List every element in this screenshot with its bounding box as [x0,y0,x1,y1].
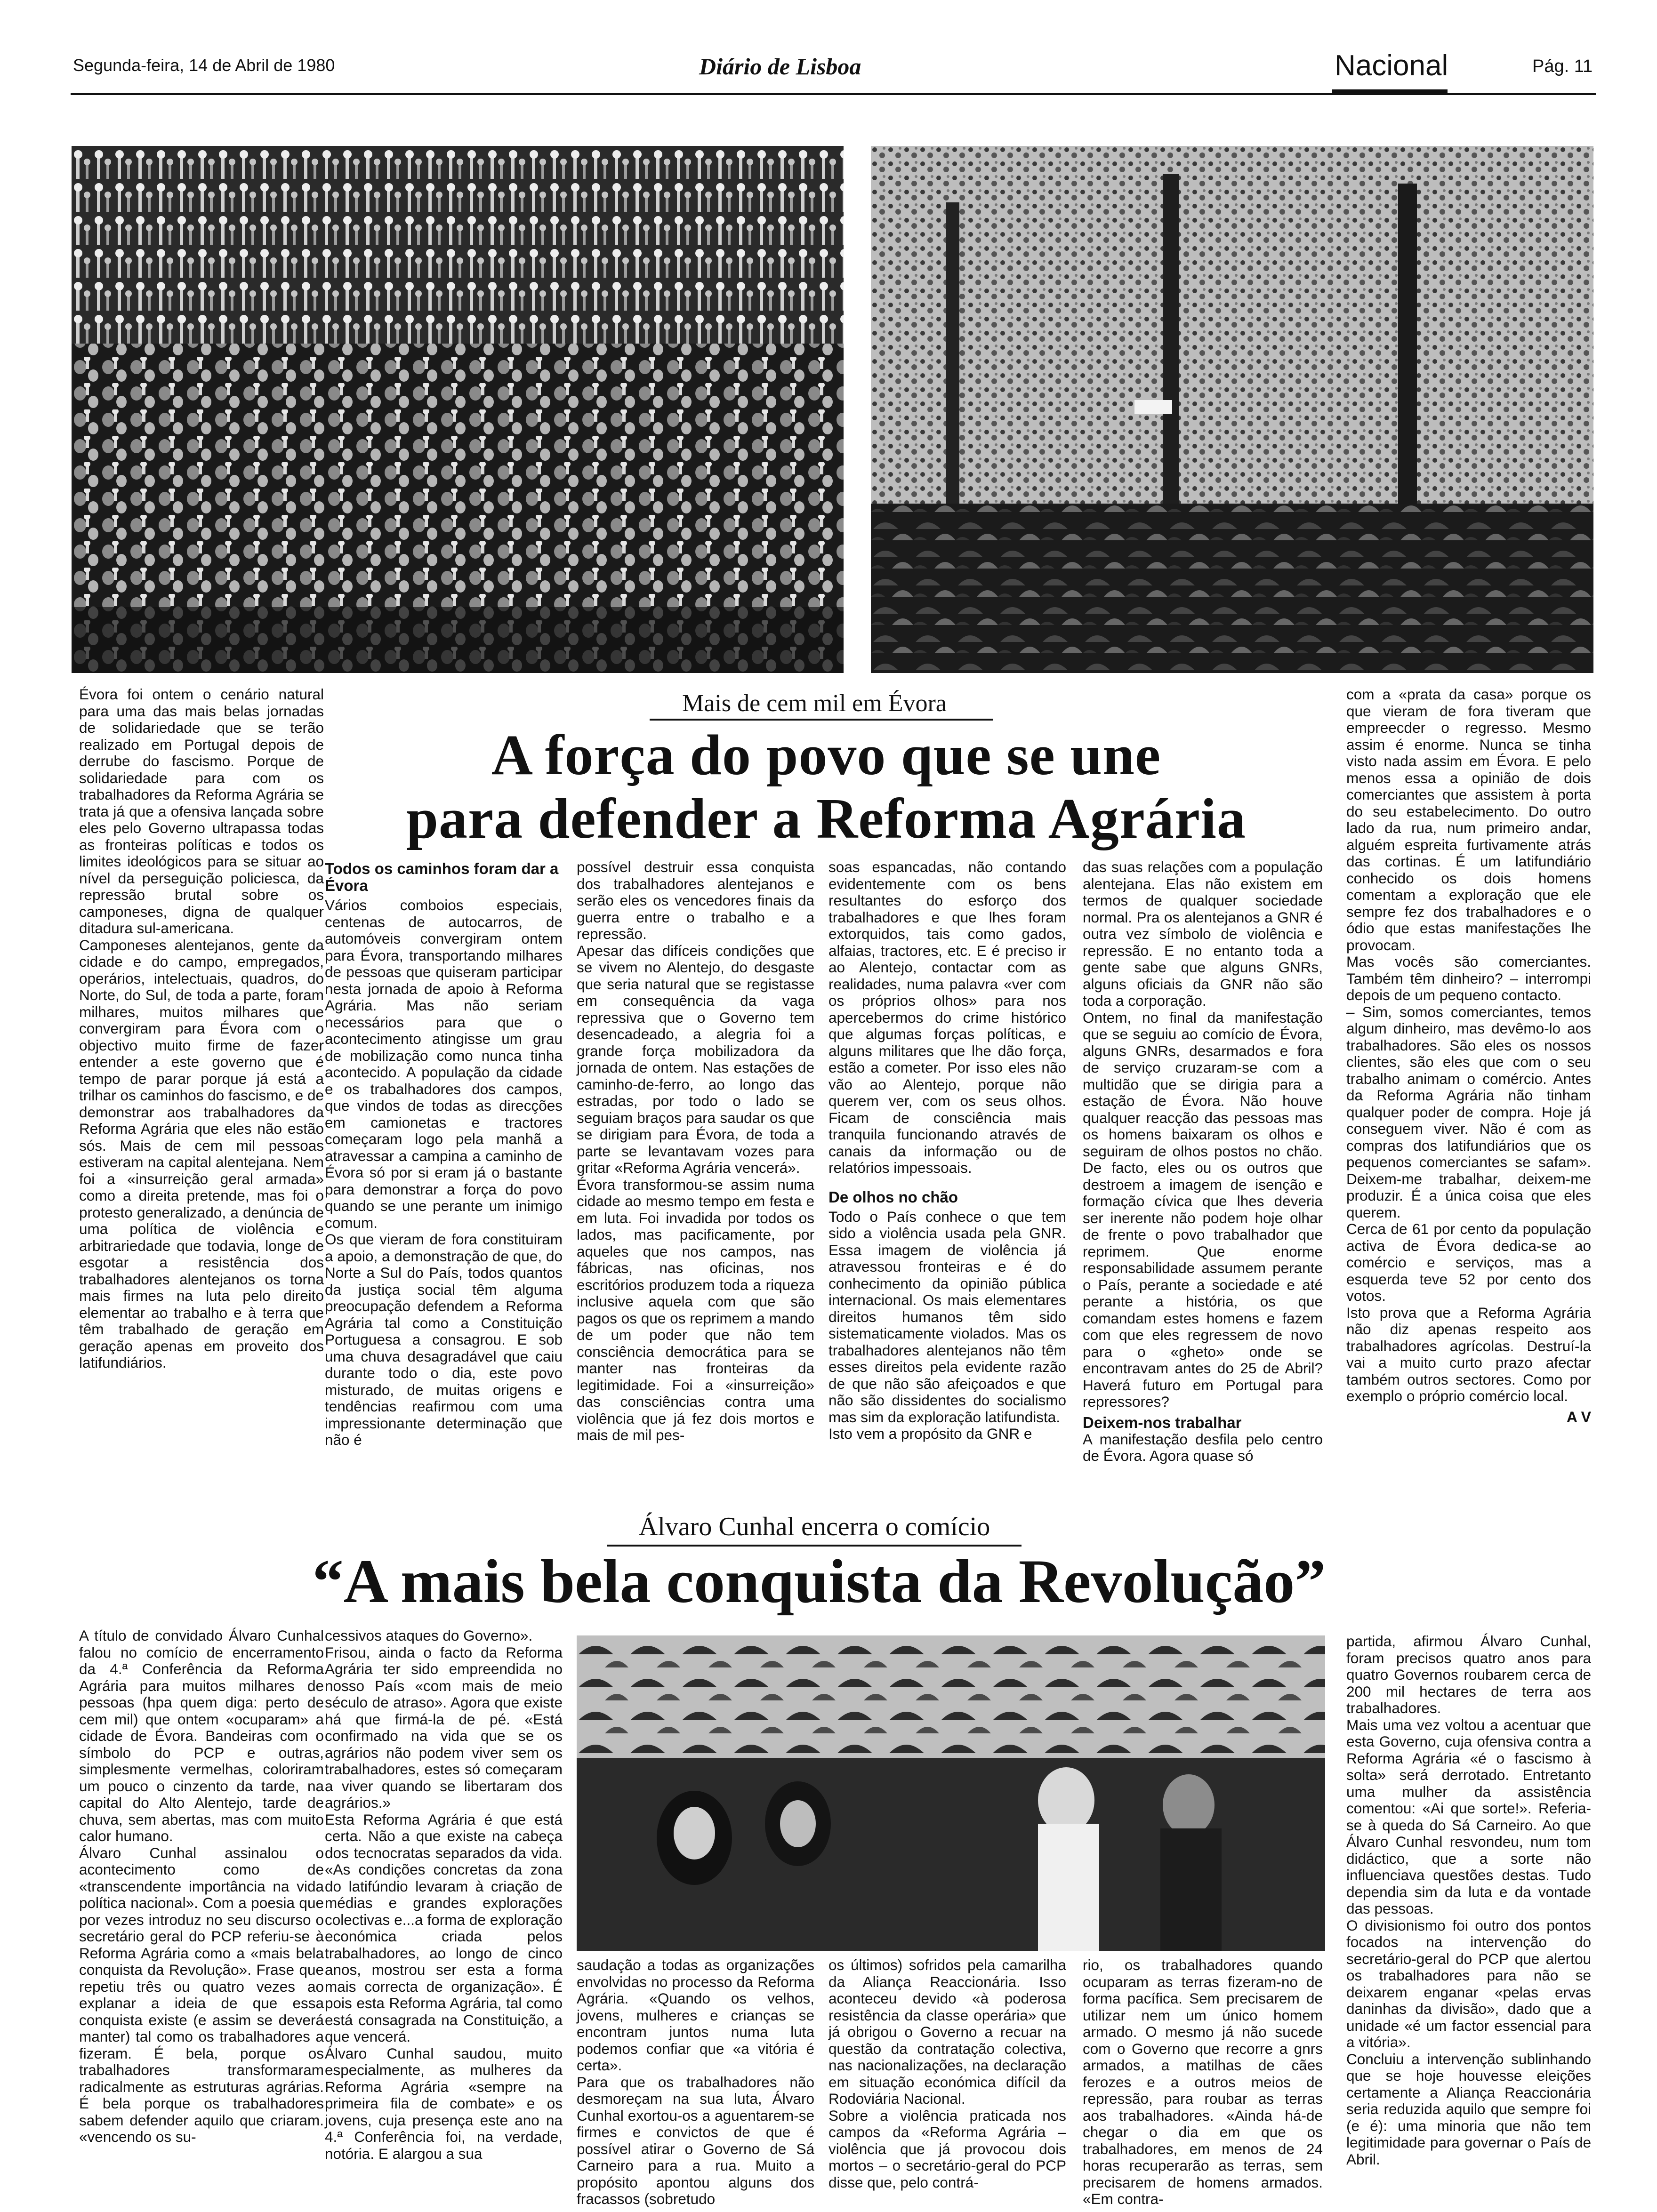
article1-col5b-text: A manifestação desfila pelo centro de Évora. Agora quase só [1083,1430,1323,1464]
article1-byline: A V [1566,1408,1591,1426]
article2-col1-text: A título de convidado Álvaro Cunhal falou no comício de encerramento da 4.ª Conferência da Reforma Agrária para muitos milhares de pessoas (hpa quem diga: perto de cem mil) que ontem «ocuparam» a cidade de Évora. Bandeiras com o símbolo do PCP e outras, simplesmente vermelhas, coloriram um pouco o cinzento da tarde, na capital do Alto Alentejo, tarde de chuva, sem abertas, mas com muito calor humano. Álvaro Cunhal assinalou o acontecimento como de «transcendente importância na vida política nacional». Com a poesia que por vezes introduz no seu discurso o secretário geral do PCP referiu-se à Reforma Agrária como a «mais bela conquista da Revolução». Frase que repetiu três ou quatro vezes ao explanar a ideia de que essa conquista existe (e assim se deverá manter) tal como os trabalhadores a fizeram. É bela, porque os trabalhadores transformaram radicalmente as estruturas agrárias. É bela porque os trabalhadores sabem defender aquilo que criaram. «vencendo os su- [79,1627,324,2145]
date-line: Segunda-feira, 14 de Abril de 1980 [73,56,335,75]
article1-headline-line2: para defender a Reforma Agrária [406,787,1246,850]
page-number: Pág. 11 [1532,56,1593,76]
article2-col4-text: os últimos) sofridos pela camarilha da Aliança Reaccionária. Isso aconteceu devido «à poderosa resistência da classe operária» que já obrigou o Governo a recuar na questão da contratação colectiva, nas nacionalizações, na declaração em situação económica difícil da Rodoviária Nacional. Sobre a violência praticada nos campos da «Reforma Agrária – violência que já provocou dois mortos – o secretário-geral do PCP disse que, pelo contrá- [828,1956,1066,2191]
article2-col1 [79,1627,324,2146]
article1-col1 [79,686,324,1371]
article2-col5 [1083,1957,1323,2208]
article2-col3-text: saudação a todas as organizações envolvidas no processo da Reforma Agrária. «Quando os velhos, jovens, mulheres e crianças se encontram juntos numa luta podemos confiar que «a vitória é certa». Para que os trabalhadores não desmoreçam na sua luta, Álvaro Cunhal exortou-os a aguentarem-se firmes e convictos de que é possível atirar o Governo de Sá Carneiro para a rua. Muito a propósito apontou alguns dos fracassos (sobretudo [577,1956,814,2207]
photo-trees-umbrellas-image [871,146,1593,673]
section-name: Nacional [1335,49,1448,82]
article1-col5a-text: das suas relações com a população alentejana. Elas não existem em termos de qualquer sociedade normal. Pra os alentejanos a GNR é outra vez símbolo de violência e repressão. E no entanto toda a gente sabe que alguns GNRs, alguns oficiais da GNR não são toda a corporação. Ontem, no final da manifestação que se seguiu ao comício de Évora, alguns GNRs, desarmados e fora de serviço cruzaram-se com a multidão que se dirigia para a estação de Évora. Não houve qualquer reacção das pessoas mas os homens baixaram os olhos e seguiram de olhos postos no chão. De facto, eles ou os outros que destroem a imagem de isenção e formação cívica que lhes deveria ser inerente não podem hoje olhar de frente o povo trabalhador que reprimem. Que enorme responsabilidade assumem perante o País, perante a sociedade e até perante a história, os que comandam estes homens e fazem com que eles regressem de novo para o «gheto» onde se encontravam antes do 25 de Abril? Haverá futuro em Portugal para repressores? [1083,858,1323,1410]
article1-col2 [325,860,563,1449]
article1-subhead-trabalhar: Deixem-nos trabalhar [1083,1413,1242,1431]
photo-trees-umbrellas [871,146,1593,673]
article1-col6-text: com a «prata da casa» porque os que vieram de fora tiveram que empreecder o regresso. Mesmo assim é enorme. Nunca se tinha visto nada assim em Évora. E pelo menos essa a opinião de dois comerciantes que assistem à porta do seu estabelecimento. Do outro lado da rua, num primeiro andar, alguém espreita furtivamente atrás das cortinas. É um latifundiário conhecido os dois homens comentam a exploração que ele sempre fez dos trabalhadores e o ódio que estas manifestações lhe provocam. Mas vocês são comerciantes. Também têm dinheiro? – interrompi depois de um pequeno contacto. – Sim, somos comerciantes, temos algum dinheiro, mas devêmo-lo aos trabalhadores. São eles os nossos clientes, são eles que com o seu trabalho animam o comércio. Antes da Reforma Agrária não tinham qualquer poder de compra. Hoje já conseguem viver. Não é com as compras dos latifundiários que os pequenos comerciantes se safam». Deixem-me trabalhar, deixem-me produzir. É a única coisa que eles querem. Cerca de 61 por cento da população activa de Évora dedica-se ao comércio e serviços, mas a esquerda teve 52 por cento dos votos. Isto prova que a Reforma Agrária não diz apenas respeito aos trabalhadores agrícolas. Destruí-la vai a muito curto prazo afectar também outros sectores. Como por exemplo o próprio comércio local. [1346,686,1591,1404]
article1-subhead-olhos: De olhos no chão [828,1188,958,1206]
article1-col4 [828,859,1066,1443]
newspaper-name: Diário de Lisboa [699,53,861,80]
photo-rally-speakers-image [577,1635,1325,1951]
photo-rally-speakers [577,1635,1325,1951]
article1-subhead-caminhos: Todos os caminhos foram dar a Évora [325,860,559,894]
photo-crowd-fists [72,146,844,673]
article1-col1-text: Évora foi ontem o cenário natural para uma das mais belas jornadas de solidariedade que se terão realizado em Portugal depois de derrube do fascismo. Porque de solidariedade para com os trabalhadores da Reforma Agrária se trata já que a ofensiva lançada sobre eles pelo Governo ultrapassa todas as fronteiras políticas e todos os limites ideológicos para se situar ao nível da perseguição policiesca, da repressão brutal sobre os camponeses, digna de qualquer ditadura sul-americana. Camponeses alentejanos, gente da cidade e do campo, empregados, operários, intelectuais, quadros, do Norte, do Sul, de toda a parte, foram milhares, muitos milhares que convergiram para Évora com o objectivo muito firme de fazer entender a este governo que é tempo de parar porque já está a trilhar os caminhos do fascismo, e de demonstrar aos trabalhadores da Reforma Agrária que eles não estão sós. Mais de cem mil pessoas estiveram na capital alentejana. Nem foi a «insurreição geral armada» como a direita pretende, mas foi o protesto generalizado, a denúncia de uma política de violência e arbitrariedade que todavia, longe de esgotar a resistência dos trabalhadores alentejanos os torna mais firmes na luta pelo direito elementar ao trabalho e à terra que têm trabalhado de geração em geração apenas em proveito dos latifundiários. [79,686,324,1371]
article1-col6 [1346,686,1591,1426]
article2-headline: “A mais bela conquista da Revolução” [312,1547,1326,1616]
article1-col4a-text: soas espancadas, não contando evidentemente com os bens resultantes do esforço dos trabalhadores e que lhes foram extorquidos, tais como gados, alfaias, tractores, etc. E é preciso ir ao Alentejo, contactar com as realidades, numa palavra «ver com os próprios olhos» para nos apercebermos do crime histórico que algumas forças políticas, e alguns militares que lhe dão força, estão a cometer. Por isso eles não vão ao Alentejo, porque não querem ver, com os seus olhos. Ficam de consciência mais tranquila funcionando através de canais da informação ou de relatórios impessoais. [828,858,1066,1176]
article1-col4b-text: Todo o País conhece o que tem sido a violência usada pela GNR. Essa imagem de violência já atravessou fronteiras e é do conhecimento da opinião pública internacional. Os mais elementares direitos humanos têm sido sistematicamente violados. Mas os trabalhadores alentejanos não têm esses direitos pela evidente razão de que não são afeiçoados e que não são dissidentes do socialismo mas sim da exploração latifundista. Isto vem a propósito da GNR e [828,1208,1066,1442]
photo-crowd-fists-image [72,146,844,673]
article2-col4 [828,1957,1066,2191]
article2-col3 [577,1957,814,2208]
article1-kicker-underline [650,719,993,721]
article2-col6-text: partida, afirmou Álvaro Cunhal, foram precisos quatro anos para quatro Governos roubarem cerca de 200 mil hectares de terra aos trabalhadores. Mais uma vez voltou a acentuar que esta Governo, cuja ofensiva contra a Reforma Agrária «é o fascismo à solta» será derrotado. Entretanto uma mulher da assistência comentou: «Ai que sorte!». Referia-se à queda do Sá Carneiro. Ao que Álvaro Cunhal resvondeu, num tom didáctico, que a sorte não influenciava questões destas. Tudo dependia sim da luta e da vontade das pessoas. O divisionismo foi outro dos pontos focados na intervenção do secretário-geral do PCP que alertou os trabalhadores para não se deixarem enganar «pelas ervas daninhas da divisão», dado que a unidade «é um factor essencial para a vitória». Concluiu a intervenção sublinhando que se hoje houvesse eleições certamente a Aliança Reaccionária seria reduzida aquilo que sempre foi (e é): uma minoria que não tem legitimidade para governar o País de Abril. [1346,1633,1591,2168]
article1-col3-text: possível destruir essa conquista dos trabalhadores alentejanos e serão eles os vencedores finais da guerra entre o trabalho e a repressão. Apesar das difíceis condições que se vivem no Alentejo, do desgaste que seria natural que se registasse em consequência da vaga repressiva que o Governo tem desencadeado, a alegria foi a grande força mobilizadora da jornada de ontem. Nas estações de caminho-de-ferro, ao longo das estradas, por todo o lado se seguiam braços para saudar os que se dirigiam para Évora, de toda a parte se levantavam vozes para gritar «Reforma Agrária vencerá». Évora transformou-se assim numa cidade ao mesmo tempo em festa e em luta. Foi invadida por todos os lados, mas pacificamente, por aqueles que nos campos, nas fábricas, nas oficinas, nos escritórios produzem toda a riqueza inclusive aquela com que são pagos os que os reprimem a mando de um poder que não tem consciência democrática para se manter nas fronteiras da legitimidade. Foi a «insurreição» das consciências contra uma violência que já fez dois mortos e mais de mil pes- [577,858,814,1443]
article1-col3 [577,859,814,1444]
article2-col6 [1346,1633,1591,2168]
article2-col2-text: cessivos ataques do Governo». Frisou, ainda o facto da Reforma Agrária ter sido empreendida no nosso País «com mais de meio século de atraso». Agora que existe há que firmá-la de pé. «Está confirmado na vida que se os agrários não podem viver sem os trabalhadores, estes só começaram a viver quando se libertaram dos agrários.» Esta Reforma Agrária é que está certa. Não a que existe na cabeça dos tecnocratas separados da vida. «As condições concretas da zona do latifúndio levaram à criação de médias e grandes explorações colectivas e...a forma de exploração económica criada pelos trabalhadores, ao longo de cinco anos, mostrou ser esta a forma mais correcta de organização». É pois esta Reforma Agrária, tal como está consagrada na Constituição, a que vencerá. Álvaro Cunhal saudou, muito especialmente, as mulheres da Reforma Agrária «sempre na primeira fila de combate» e os jovens, cuja presença este ano na 4.ª Conferência foi, na verdade, notória. E alargou a sua [325,1627,563,2162]
article1-col5 [1083,859,1323,1465]
article1-headline-line1: A força do povo que se une [491,723,1161,787]
masthead-rule [71,93,1596,95]
article2-col2 [325,1627,563,2162]
article2-kicker: Álvaro Cunhal encerra o comício [638,1512,990,1541]
article1-kicker: Mais de cem mil em Évora [682,690,947,717]
article1-col2-text: Vários comboios especiais, centenas de autocarros, de automóveis convergiram ontem para Évora, transportando milhares de pessoas que quiseram participar nesta jornada de apoio à Reforma Agrária. Mas não seriam necessários para que o acontecimento atingisse um grau de mobilização como nunca tinha acontecido. A população da cidade e os trabalhadores dos campos, que vindos de todas as direcções em camionetas e tractores começaram logo pela manhã a atravessar a campina a caminho de Évora só por si eram já o bastante para demonstrar a força do povo quando se une perante um inimigo comum. Os que vieram de fora constituiram a apoio, a demonstração de que, do Norte a Sul do País, todos quantos da justiça social têm alguma preocupação defendem a Reforma Agrária tal como a Constituição Portuguesa a consagrou. E sob uma chuva desagradável que caiu durante todo o dia, este povo misturado, de muitas origens e tendências reafirmou com uma impressionante determinação que não é [325,897,563,1448]
article2-col5-text: rio, os trabalhadores quando ocuparam as terras fizeram-no de forma pacífica. Sem precisarem de utilizar nem um único homem armado. O mesmo já não sucede com o Governo que recorre a gnrs armados, a matilhas de cães ferozes e a outros meios de repressão, para roubar as terras aos trabalhadores. «Ainda há-de chegar o dia em que os trabalhadores, em menos de 24 horas recuperarão as terras, sem precisarem de homens armados. «Em contra- [1083,1956,1323,2207]
